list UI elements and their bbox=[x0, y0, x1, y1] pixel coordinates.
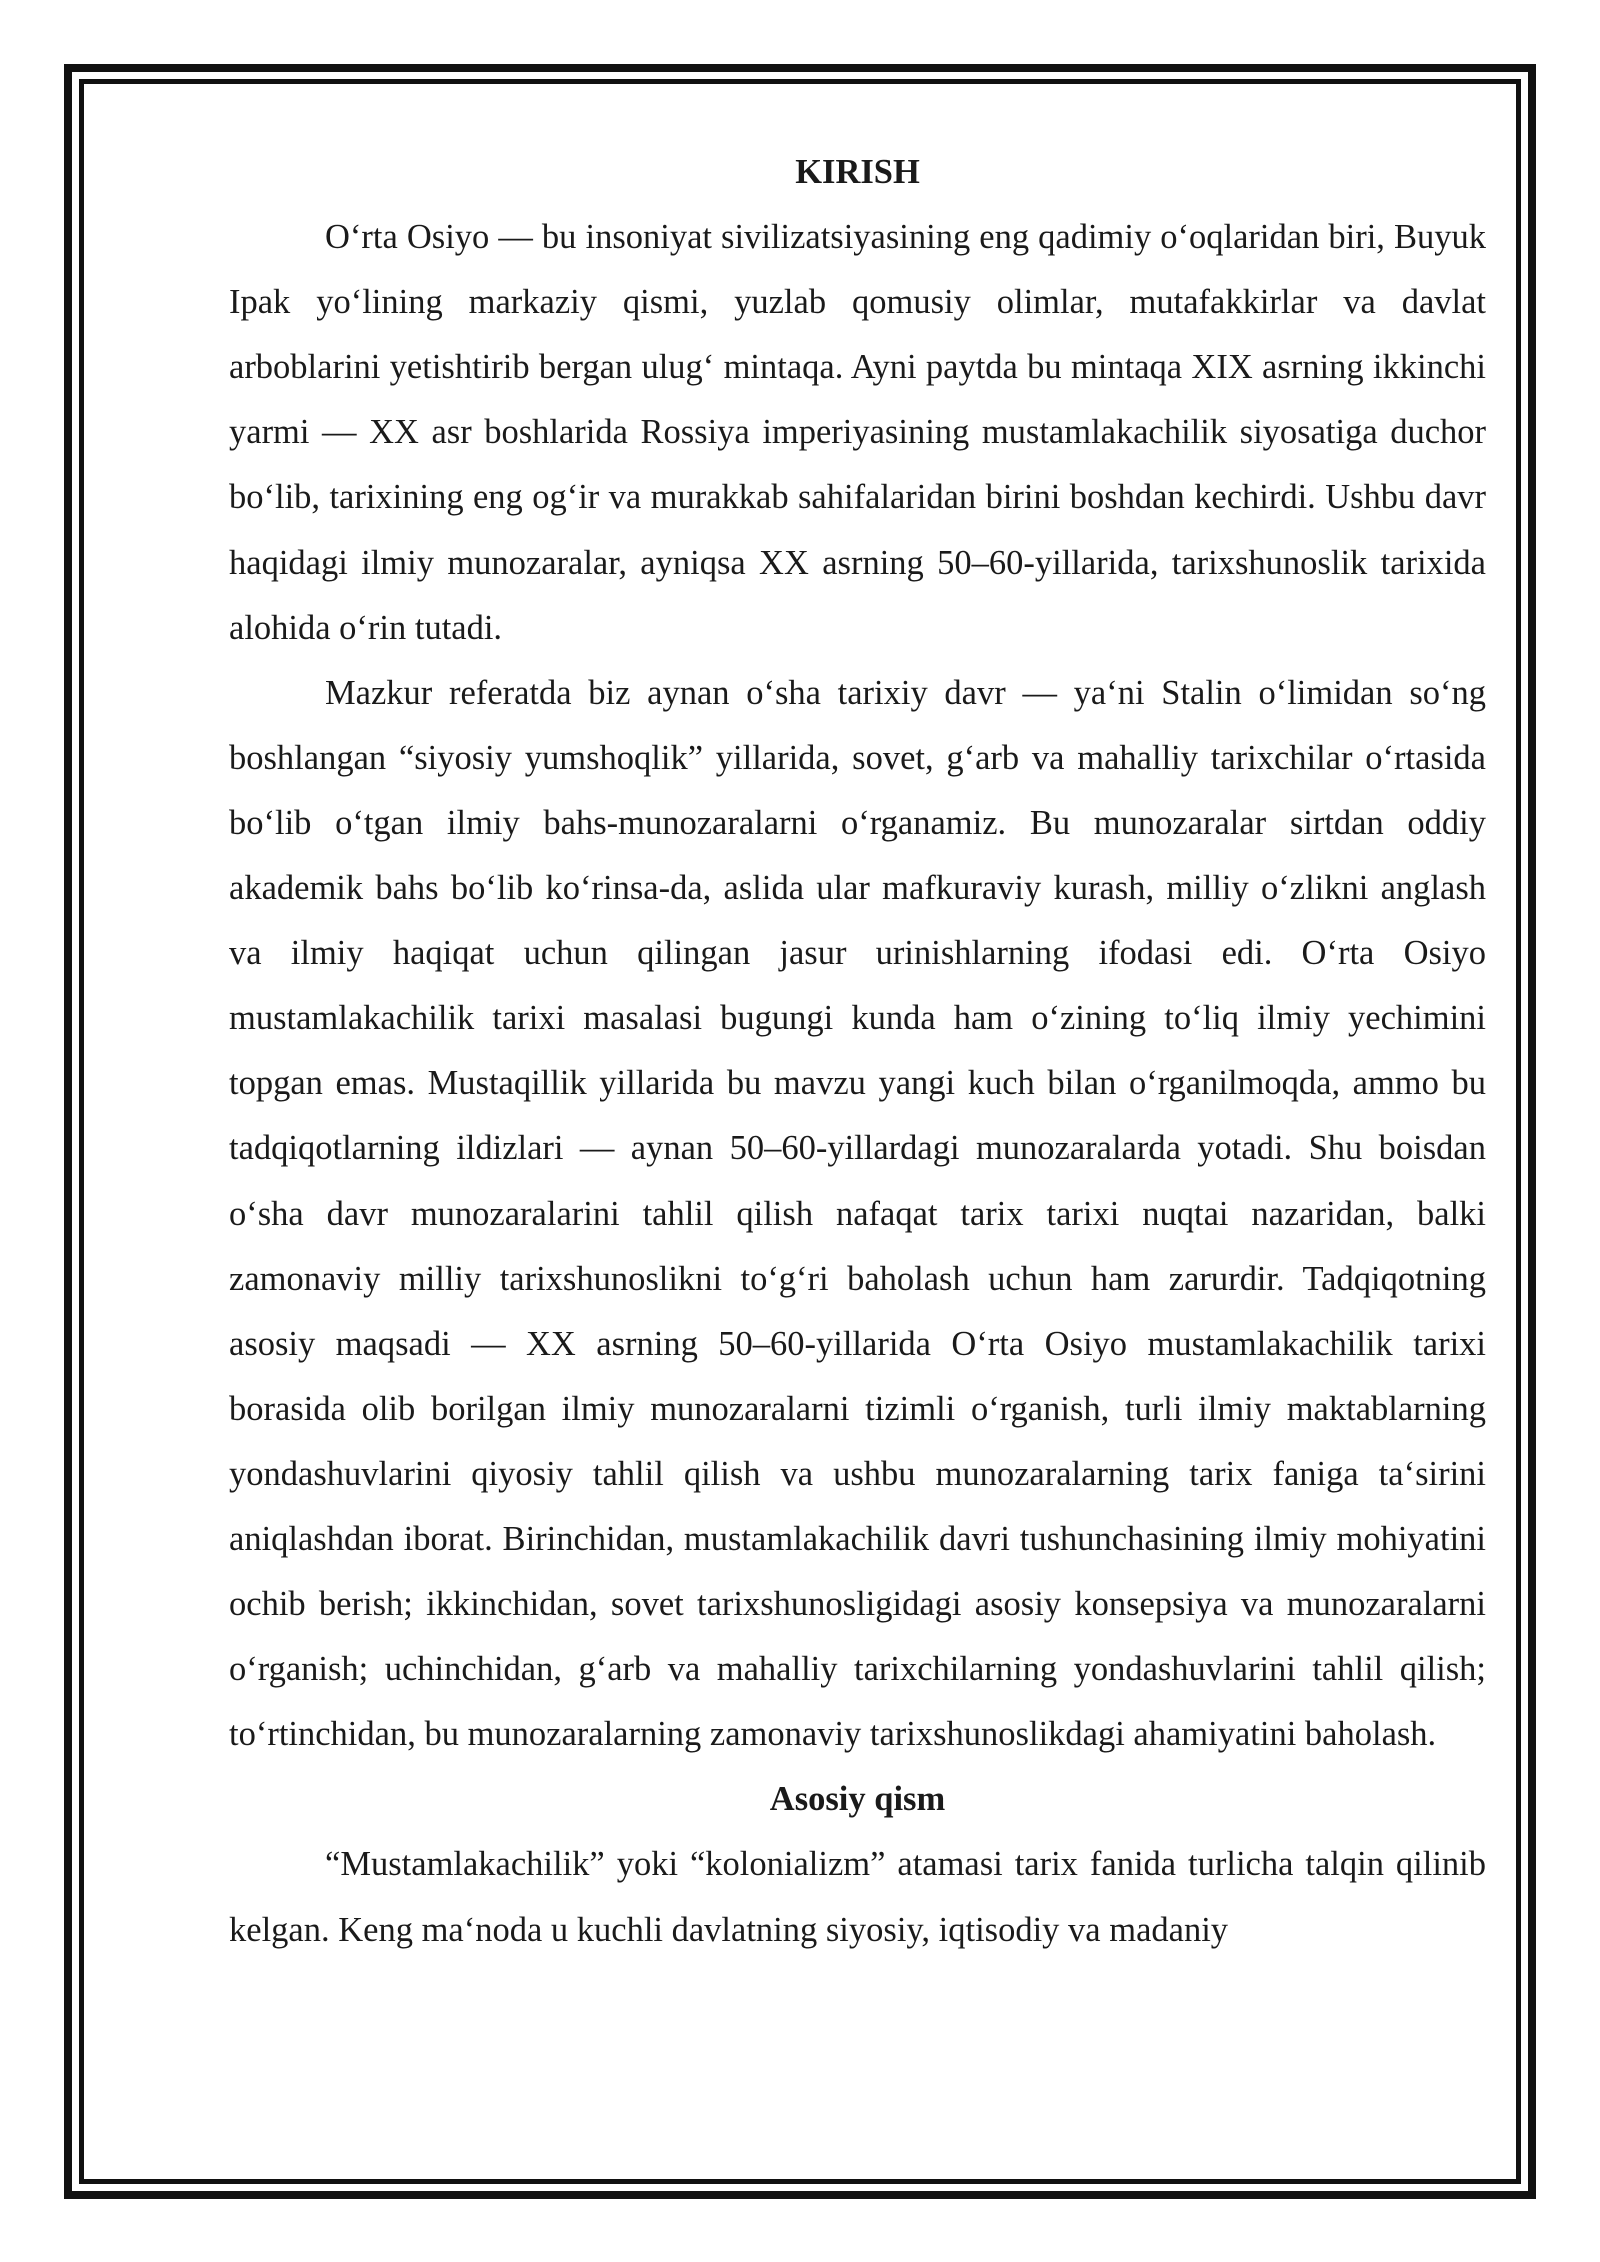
section-heading-intro: KIRISH bbox=[795, 153, 920, 191]
section-heading-main: Asosiy qism bbox=[769, 1780, 946, 1819]
paragraph-intro-1: O‘rta Osiyo — bu insoniyat sivilizatsiyasining eng qadimiy o‘oqlaridan biri, Buyuk Ipak yo‘lining markaziy qismi, yuzlab qomusiy olimlar, mutafakkirlar va davlat arboblarini yetishtirib bergan ulug‘ mintaqa. Ayni paytda bu mintaqa XIX asrning ikkinchi yarmi — XX asr boshlarida Rossiya imperiyasining mustamlakachilik siyosatiga duchor bo‘lib, tarixining eng og‘ir va murakkab sahifalaridan birini boshdan kechirdi. Ushbu davr haqidagi ilmiy munozaralar, ayniqsa XX asrning 50–60-yillarida, tarixshunoslik tarixida alohida o‘rin tutadi. bbox=[229, 218, 1486, 647]
paragraph-main-1: “Mustamlakachilik” yoki “kolonializm” atamasi tarix fanida turlicha talqin qilinib kelgan. Keng ma‘noda u kuchli davlatning siyosiy, iqtisodiy va madaniy bbox=[229, 1845, 1486, 1949]
paragraph-intro-2: Mazkur referatda biz aynan o‘sha tarixiy davr — ya‘ni Stalin o‘limidan so‘ng boshlangan “siyosiy yumshoqlik” yillarida, sovet, g‘arb va mahalliy tarixchilar o‘rtasida bo‘lib o‘tgan ilmiy bahs-munozaralarni o‘rganamiz. Bu munozaralar sirtdan oddiy akademik bahs bo‘lib ko‘rinsa-da, aslida ular mafkuraviy kurash, milliy o‘zlikni anglash va ilmiy haqiqat uchun qilingan jasur urinishlarning ifodasi edi. O‘rta Osiyo mustamlakachilik tarixi masalasi bugungi kunda ham o‘zining to‘liq ilmiy yechimini topgan emas. Mustaqillik yillarida bu mavzu yangi kuch bilan o‘rganilmoqda, ammo bu tadqiqotlarning ildizlari — aynan 50–60-yillardagi munozaralarda yotadi. Shu boisdan o‘sha davr munozaralarini tahlil qilish nafaqat tarix tarixi nuqtai nazaridan, balki zamonaviy milliy tarixshunoslikni to‘g‘ri baholash uchun ham zarurdir. Tadqiqotning asosiy maqsadi — XX asrning 50–60-yillarida O‘rta Osiyo mustamlakachilik tarixi borasida olib borilgan ilmiy munozaralarni tizimli o‘rganish, turli ilmiy maktablarning yondashuvlarini qiyosiy tahlil qilish va ushbu munozaralarning tarix faniga ta‘sirini aniqlashdan iborat. Birinchidan, mustamlakachilik davri tushunchasining ilmiy mohiyatini ochib berish; ikkinchidan, sovet tarixshunosligidagi asosiy konsepsiya va munozaralarni o‘rganish; uchinchidan, g‘arb va mahalliy tarixchilarning yondashuvlarini tahlil qilish; to‘rtinchidan, bu munozaralarning zamonaviy tarixshunoslikdagi ahamiyatini baholash. bbox=[229, 673, 1486, 1754]
document-body bbox=[229, 140, 1486, 1963]
